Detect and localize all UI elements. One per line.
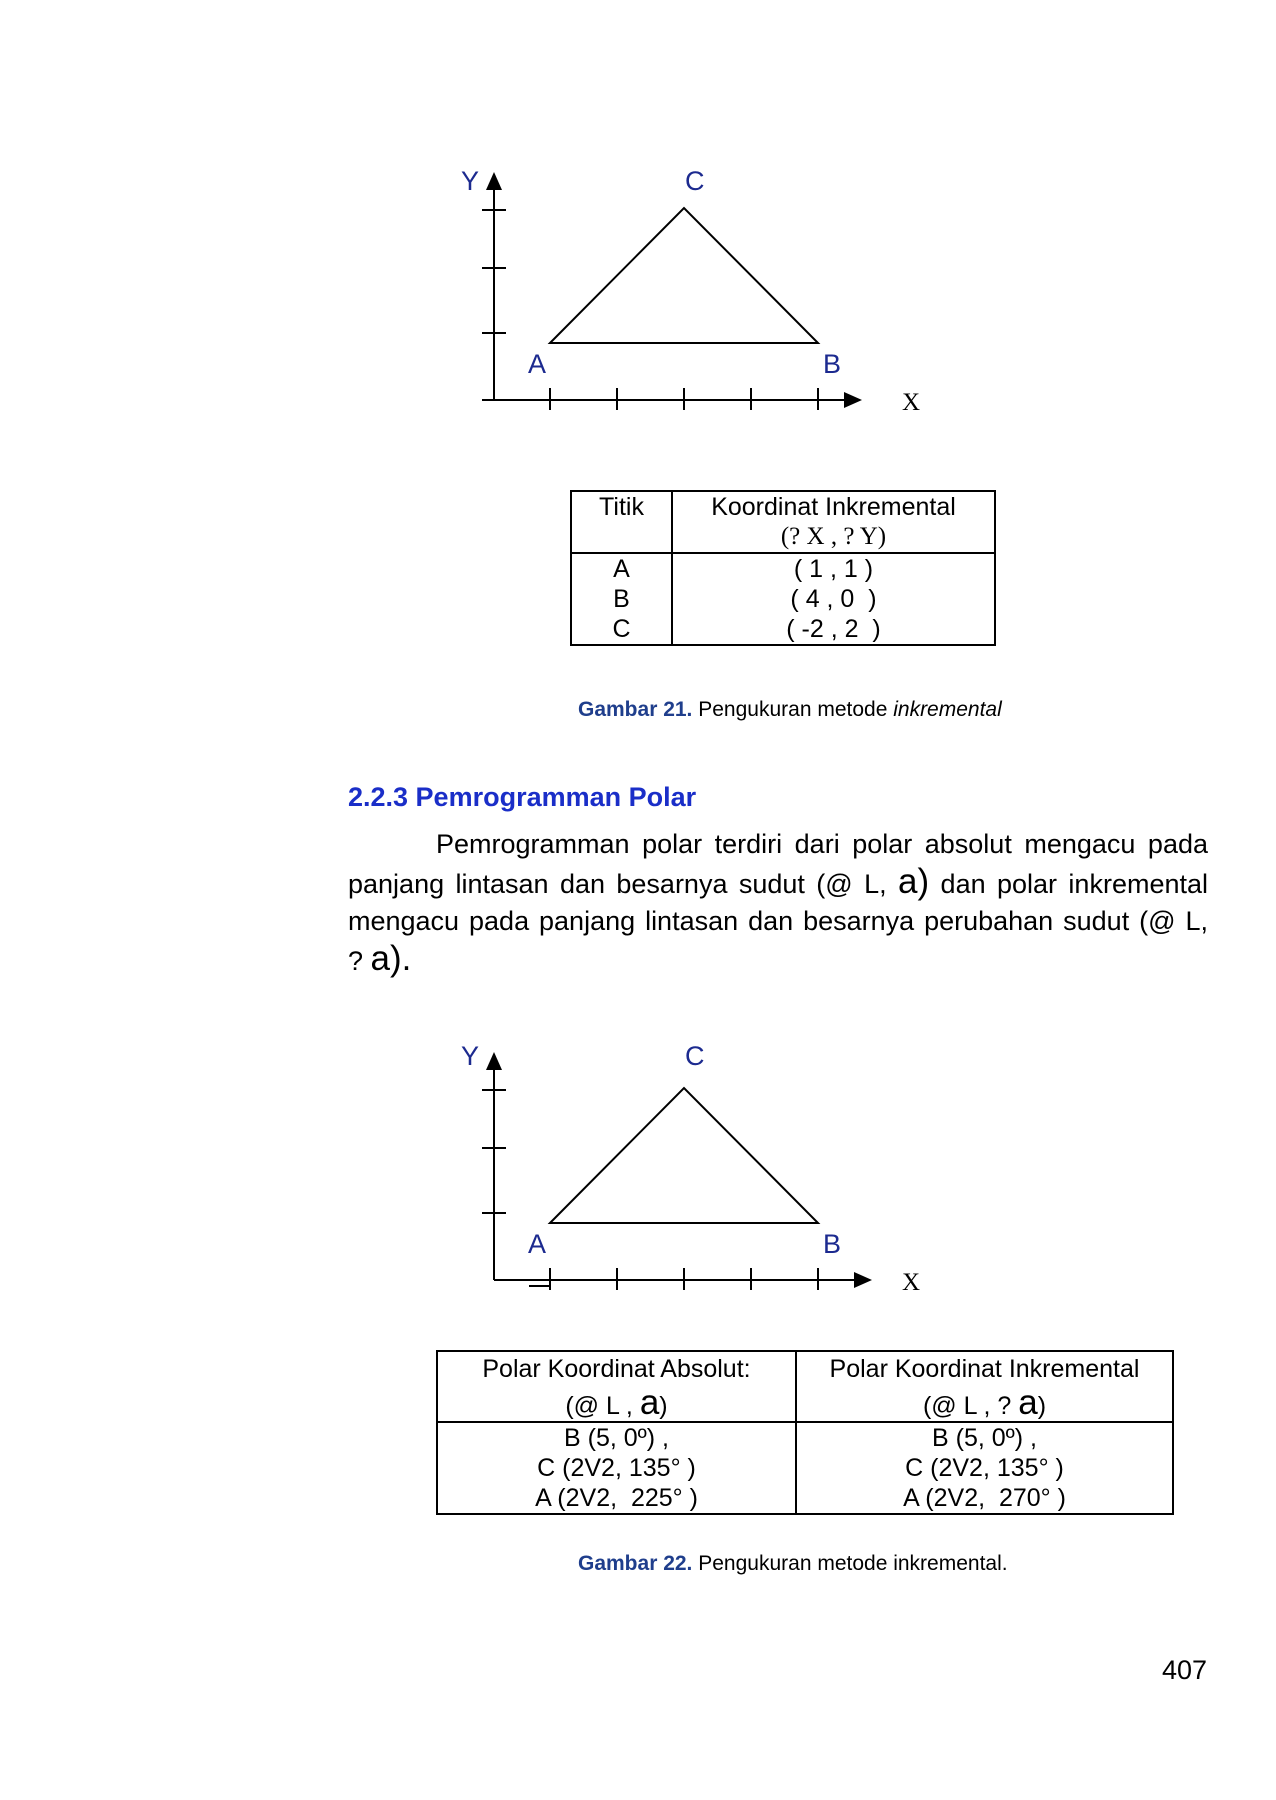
point-b-label: B <box>823 349 842 379</box>
x-axis-arrow <box>854 1272 872 1288</box>
alpha-symbol: a <box>639 1383 660 1422</box>
koordinat-inkremental-table <box>570 490 996 646</box>
polar-koordinat-table <box>436 1350 1174 1515</box>
y-axis-arrow <box>486 172 502 190</box>
figure-22-caption <box>578 1552 1008 1576</box>
inkremental-a: A (2V2, 270° ) <box>903 1484 1066 1512</box>
titik-cells <box>571 553 672 645</box>
header-inkremental-line2a: (@ L , ? <box>922 1392 1019 1420</box>
table-row <box>571 553 995 645</box>
caption-text: Pengukuran metode <box>692 698 894 721</box>
absolut-c: C (2V2, 135° ) <box>537 1454 696 1482</box>
table-header-row <box>571 491 995 553</box>
para-part1: Pemrogramman polar terdiri dari polar absolut mengacu pada panjang lintasan dan besarnya sudut (@ L, <box>348 829 1208 899</box>
header-absolut-line1: Polar Koordinat Absolut: <box>482 1355 751 1383</box>
caption-label: Gambar 22. <box>578 1552 693 1575</box>
axis-x-label: X <box>902 389 921 416</box>
header-inkremental-line1: Polar Koordinat Inkremental <box>829 1355 1140 1383</box>
koordinat-a: ( 1 , 1 ) <box>793 555 874 583</box>
x-axis-arrow <box>844 392 862 408</box>
point-a-label: A <box>528 349 547 379</box>
caption-label: Gambar 21. <box>578 698 693 721</box>
header-titik: Titik <box>571 491 672 553</box>
koordinat-cells <box>672 553 995 645</box>
header-absolut-line2 <box>444 1383 789 1422</box>
absolut-b: B (5, 0º) , <box>564 1424 669 1452</box>
header-koordinat <box>672 491 995 553</box>
header-inkremental <box>796 1351 1173 1422</box>
triangle-abc <box>550 1088 818 1223</box>
alpha-symbol-2: a). <box>370 939 412 978</box>
alpha-symbol: a <box>1018 1383 1038 1422</box>
absolut-cells <box>437 1422 796 1514</box>
titik-a: A <box>613 555 630 583</box>
header-inkremental-line2 <box>803 1383 1166 1422</box>
section-heading: 2.2.3 Pemrogramman Polar <box>348 782 697 812</box>
axis-y-label: Y <box>461 1041 480 1071</box>
header-absolut-line2c: ) <box>659 1392 668 1420</box>
koordinat-c: ( -2 , 2 ) <box>786 615 881 643</box>
point-c-label: C <box>685 1041 705 1071</box>
page-number: 407 <box>1162 1655 1208 1685</box>
para-part2: dan polar inkremental mengacu pada panjang lintasan dan besarnya perubahan sudut (@ L, ? <box>348 869 1208 976</box>
inkremental-c: C (2V2, 135° ) <box>905 1454 1064 1482</box>
absolut-a: A (2V2, 225° ) <box>535 1484 698 1512</box>
axis-y-label: Y <box>461 166 480 196</box>
koordinat-b: ( 4 , 0 ) <box>790 585 877 613</box>
table-header-row <box>437 1351 1173 1422</box>
header-absolut-line2a: (@ L , <box>565 1392 640 1420</box>
header-koordinat-line1: Koordinat Inkremental <box>711 493 956 521</box>
header-absolut <box>437 1351 796 1422</box>
y-axis-arrow <box>486 1052 502 1070</box>
point-a-label: A <box>528 1229 547 1259</box>
header-inkremental-line2c: ) <box>1037 1392 1047 1420</box>
inkremental-b: B (5, 0º) , <box>932 1424 1037 1452</box>
alpha-symbol-1: a) <box>898 862 930 901</box>
header-koordinat-line2: (? X , ? Y) <box>780 523 887 550</box>
point-c-label: C <box>685 166 705 196</box>
inkremental-cells <box>796 1422 1173 1514</box>
point-b-label: B <box>823 1229 842 1259</box>
section-paragraph <box>348 826 1208 980</box>
table-row <box>437 1422 1173 1514</box>
caption-italic: inkremental <box>893 698 1002 721</box>
axis-x-label: X <box>902 1269 921 1296</box>
titik-c: C <box>612 615 631 643</box>
figure-21-caption <box>578 698 1002 722</box>
triangle-abc <box>550 208 818 343</box>
titik-b: B <box>613 585 630 613</box>
caption-text: Pengukuran metode inkremental. <box>692 1552 1008 1575</box>
